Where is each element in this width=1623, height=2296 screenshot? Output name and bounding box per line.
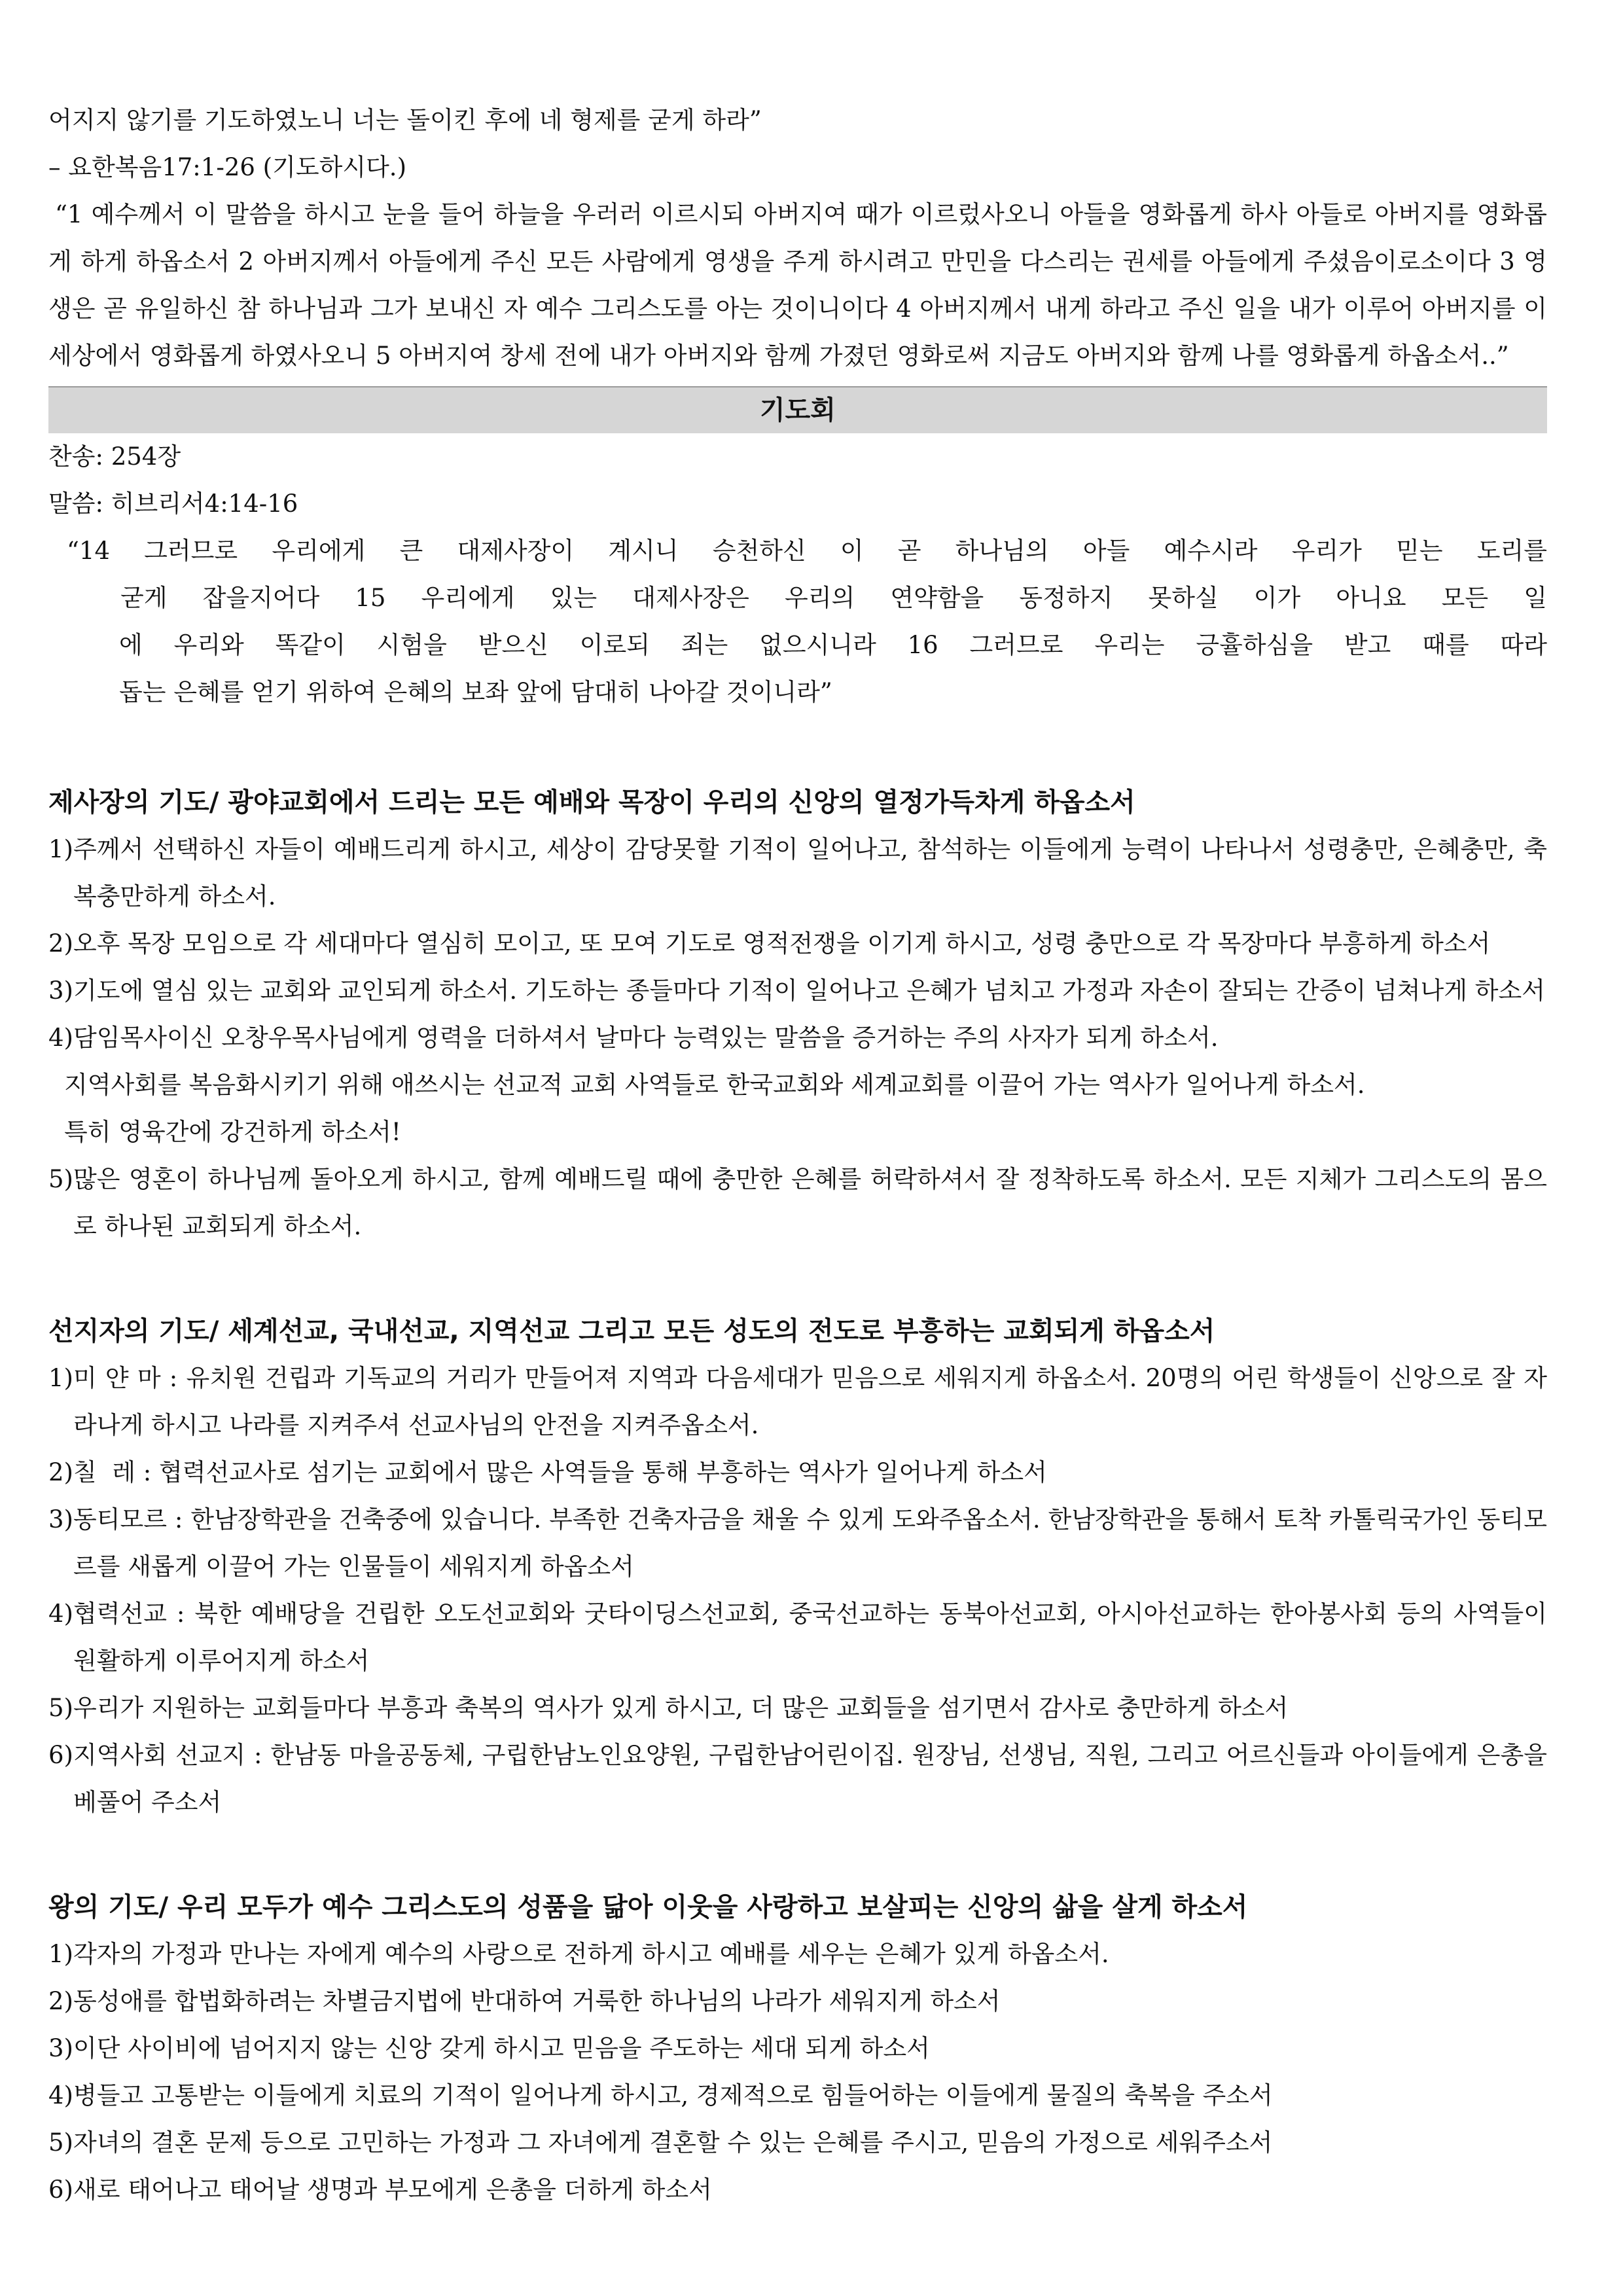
list-item <box>48 1449 1547 1496</box>
item-number: 4) <box>48 1024 73 1052</box>
item-text: 지역사회 선교지 : 한남동 마을공동체, 구립한남노인요양원, 구립한남어린이집. 원장님, 선생님, 직원, 그리고 어르신들과 아이들에게 은총을 베풀어 주소서 <box>73 1741 1547 1816</box>
item-continuation: 지역사회를 복음화시키기 위해 애쓰시는 선교적 교회 사역들로 한국교회와 세계교회를 이끌어 가는 역사가 일어나게 하소서. <box>64 1071 1365 1099</box>
list-item <box>48 1496 1547 1590</box>
item-text: 많은 영혼이 하나님께 돌아오게 하시고, 함께 예배드릴 때에 충만한 은혜를 허락하셔서 잘 정착하도록 하소서. 모든 지체가 그리스도의 몸으로 하나된 교회되게 하소서. <box>73 1165 1547 1240</box>
item-text: 새로 태어나고 태어날 생명과 부모에게 은총을 더하게 하소서 <box>73 2176 712 2204</box>
item-text: 우리가 지원하는 교회들마다 부흥과 축복의 역사가 있게 하시고, 더 많은 교회들을 섬기면서 감사로 충만하게 하소서 <box>73 1694 1289 1722</box>
prophet-prayer-heading: 선지자의 기도/ 세계선교, 국내선교, 지역선교 그리고 모든 성도의 전도로 부흥하는 교회되게 하옵소서 <box>48 1316 1215 1346</box>
item-number: 5) <box>48 1694 73 1722</box>
john17-quote: “1 예수께서 이 말씀을 하시고 눈을 들어 하늘을 우러러 이르시되 아버지여 때가 이르렀사오니 아들을 영화롭게 하사 아들로 아버지를 영화롭게 하게 하옵소서 2 아버지께서 아들에게 주신 모든 사람에게 영생을 주게 하시려고 만민을 다스리는 권세를 아들에게 주셨음이로소이다 3 영생은 곧 유일하신 참 하나님과 그가 보내신 자 예수 그리스도를 아는 것이니이다 4 아버지께서 내게 하라고 주신 일을 내가 이루어 아버지를 이 세상에서 영화롭게 하였사오니 5 아버지여 창세 전에 내가 아버지와 함께 가졌던 영화로써 지금도 아버지와 함께 나를 영화롭게 하옵소서..” <box>48 200 1547 370</box>
hebrews-quote-line-1: “14 그러므로 우리에게 큰 대제사장이 계시니 승천하신 이 곧 하나님의 아들 예수시라 우리가 믿는 도리를 <box>67 537 1547 565</box>
hebrews-quote-line-4: 돕는 은혜를 얻기 위하여 은혜의 보좌 앞에 담대히 나아갈 것이니라” <box>119 678 832 706</box>
item-number: 5) <box>48 2128 73 2157</box>
page-content <box>48 97 1547 2214</box>
list-item <box>48 1978 1547 2025</box>
item-text: 협력선교 : 북한 예배당을 건립한 오도선교회와 굿타이딩스선교회, 중국선교하는 동북아선교회, 아시아선교하는 한아봉사회 등의 사역들이 원활하게 이루어지게 하소서 <box>73 1600 1547 1675</box>
item-number: 4) <box>48 1600 73 1628</box>
item-text: 주께서 선택하신 자들이 예배드리게 하시고, 세상이 감당못할 기적이 일어나고, 참석하는 이들에게 능력이 나타나서 성령충만, 은혜충만, 축복충만하게 하소서. <box>73 835 1547 910</box>
item-number: 3) <box>48 2034 73 2062</box>
item-number: 5) <box>48 1165 73 1193</box>
item-text: 기도에 열심 있는 교회와 교인되게 하소서. 기도하는 종들마다 기적이 일어나고 은혜가 넘치고 가정과 자손이 잘되는 간증이 넘쳐나게 하소서 <box>73 977 1545 1005</box>
king-prayer-heading: 왕의 기도/ 우리 모두가 예수 그리스도의 성품을 닮아 이웃을 사랑하고 보살피는 신앙의 삶을 살게 하소서 <box>48 1892 1248 1922</box>
list-item <box>48 1355 1547 1449</box>
scripture-reference: – 요한복음17:1-26 (기도하시다.) <box>48 153 407 181</box>
list-item <box>48 1931 1547 1978</box>
item-number: 3) <box>48 1505 73 1534</box>
item-number: 1) <box>48 1940 73 1968</box>
list-item <box>48 1732 1547 1826</box>
item-text: 병들고 고통받는 이들에게 치료의 기적이 일어나게 하시고, 경제적으로 힘들어하는 이들에게 물질의 축복을 주소서 <box>73 2081 1273 2109</box>
priest-prayer-heading: 제사장의 기도/ 광야교회에서 드리는 모든 예배와 목장이 우리의 신앙의 열정가득차게 하옵소서 <box>48 787 1135 817</box>
item-number: 2) <box>48 929 73 958</box>
list-item <box>48 1685 1547 1732</box>
section-title: 기도회 <box>48 386 1547 433</box>
item-text: 동성애를 합법화하려는 차별금지법에 반대하여 거룩한 하나님의 나라가 세워지게 하소서 <box>73 1987 1001 2015</box>
scripture-line: 말씀: 히브리서4:14-16 <box>48 490 298 518</box>
item-number: 1) <box>48 1364 73 1392</box>
hebrews-quote-line-3: 에 우리와 똑같이 시험을 받으신 이로되 죄는 없으시니라 16 그러므로 우리는 긍휼하심을 받고 때를 따라 <box>119 631 1547 659</box>
item-text: 칠 레 : 협력선교사로 섬기는 교회에서 많은 사역들을 통해 부흥하는 역사가 일어나게 하소서 <box>73 1458 1047 1486</box>
item-number: 1) <box>48 835 73 863</box>
item-number: 3) <box>48 977 73 1005</box>
item-number: 2) <box>48 1987 73 2015</box>
item-text: 자녀의 결혼 문제 등으로 고민하는 가정과 그 자녀에게 결혼할 수 있는 은혜를 주시고, 믿음의 가정으로 세워주소서 <box>73 2128 1273 2157</box>
list-item <box>48 2072 1547 2119</box>
list-item <box>48 2025 1547 2072</box>
item-text: 미 얀 마 : 유치원 건립과 기독교의 거리가 만들어져 지역과 다음세대가 믿음으로 세워지게 하옵소서. 20명의 어린 학생들이 신앙으로 잘 자라나게 하시고 나라를 지켜주셔 선교사님의 안전을 지켜주옵소서. <box>73 1364 1547 1439</box>
intro-line: 어지지 않기를 기도하였노니 너는 돌이킨 후에 네 형제를 굳게 하라” <box>48 106 762 134</box>
list-item <box>48 2119 1547 2166</box>
list-item <box>48 920 1547 967</box>
list-item <box>48 2166 1547 2214</box>
list-item <box>48 967 1547 1014</box>
item-text: 이단 사이비에 넘어지지 않는 신앙 갖게 하시고 믿음을 주도하는 세대 되게 하소서 <box>73 2034 930 2062</box>
item-number: 6) <box>48 1741 73 1769</box>
item-number: 2) <box>48 1458 73 1486</box>
item-text: 동티모르 : 한남장학관을 건축중에 있습니다. 부족한 건축자금을 채울 수 있게 도와주옵소서. 한남장학관을 통해서 토착 카톨릭국가인 동티모르를 새롭게 이끌어 가는 인물들이 세워지게 하옵소서 <box>73 1505 1547 1581</box>
list-item <box>48 826 1547 920</box>
item-number: 4) <box>48 2081 73 2109</box>
list-item <box>48 1156 1547 1250</box>
item-continuation: 특히 영육간에 강건하게 하소서! <box>64 1118 401 1146</box>
list-item <box>48 1014 1547 1062</box>
hymn-line: 찬송: 254장 <box>48 442 181 471</box>
item-text: 오후 목장 모임으로 각 세대마다 열심히 모이고, 또 모여 기도로 영적전쟁을 이기게 하시고, 성령 충만으로 각 목장마다 부흥하게 하소서 <box>73 929 1491 958</box>
item-text: 담임목사이신 오창우목사님에게 영력을 더하셔서 날마다 능력있는 말씀을 증거하는 주의 사자가 되게 하소서. <box>73 1024 1219 1052</box>
item-number: 6) <box>48 2176 73 2204</box>
item-text: 각자의 가정과 만나는 자에게 예수의 사랑으로 전하게 하시고 예배를 세우는 은혜가 있게 하옵소서. <box>73 1940 1109 1968</box>
list-item <box>48 1590 1547 1685</box>
hebrews-quote-line-2: 굳게 잡을지어다 15 우리에게 있는 대제사장은 우리의 연약함을 동정하지 못하실 이가 아니요 모든 일 <box>120 584 1547 612</box>
